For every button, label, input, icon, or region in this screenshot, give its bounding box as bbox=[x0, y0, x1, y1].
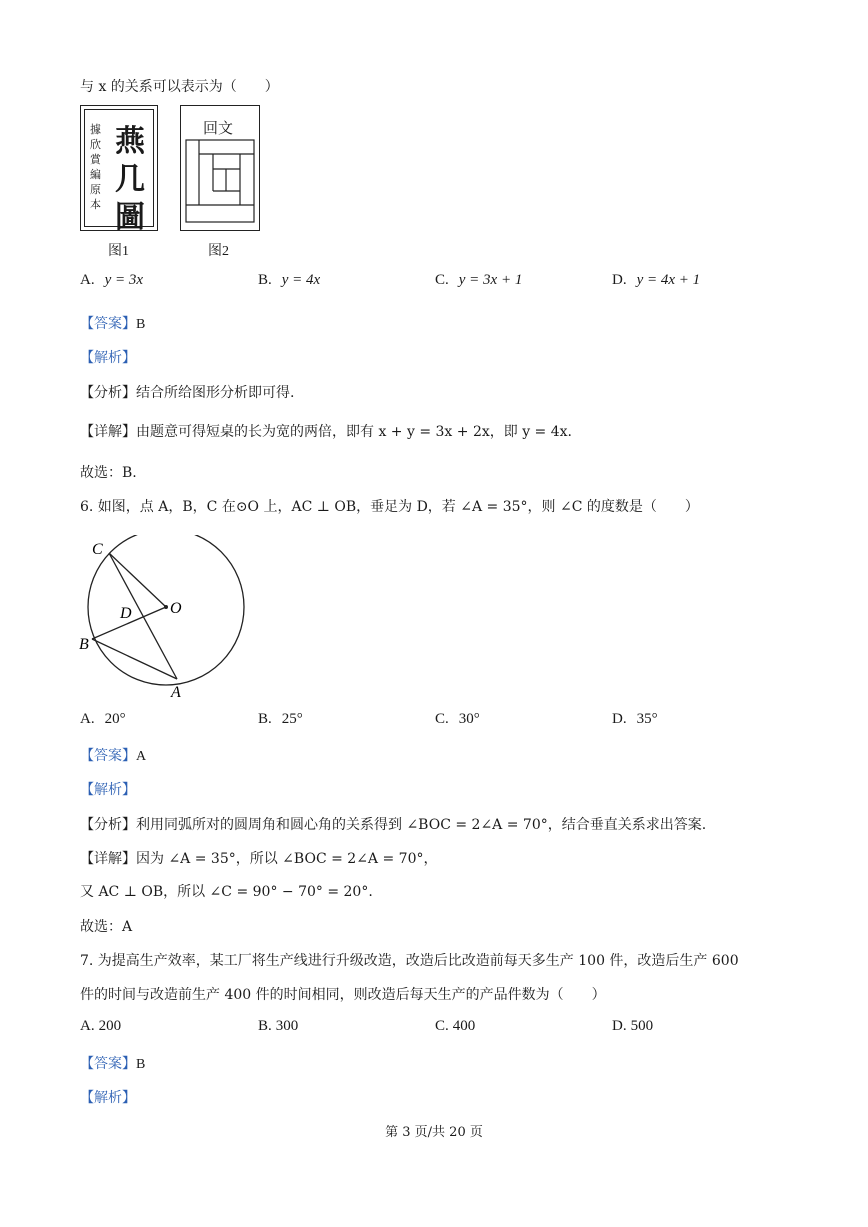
q7-options bbox=[80, 1018, 800, 1040]
q5-analysis-tag: 【解析】 bbox=[80, 350, 136, 366]
q6-analysis-tag: 【解析】 bbox=[80, 782, 136, 798]
figure-2-title: 回文 bbox=[203, 119, 234, 137]
option-label: D. bbox=[612, 272, 627, 288]
option-label: D. bbox=[612, 1018, 627, 1034]
label-c: C bbox=[92, 541, 103, 558]
q6-answer-line bbox=[80, 745, 146, 765]
option-text: y = 3x + 1 bbox=[458, 272, 523, 288]
q5-xiangjie-line bbox=[80, 421, 572, 441]
q6-stem: 6. 如图，点 A，B，C 在⊙O 上，AC ⊥ OB，垂足为 D，若 ∠A = 35°，则 ∠C 的度数是（ ） bbox=[80, 499, 699, 515]
q6-fenxi-line bbox=[80, 814, 706, 834]
q5-fenxi-line bbox=[80, 382, 294, 402]
q7-stem-line-2: 件的时间与改造前生产 400 件的时间相同，则改造后每天生产的产品件数为（ ） bbox=[80, 987, 606, 1003]
option-text: 500 bbox=[630, 1018, 654, 1034]
q6-option-b[interactable] bbox=[258, 711, 303, 728]
option-text: 25° bbox=[281, 711, 303, 727]
figure-1-title-char-3: 圖 bbox=[115, 200, 145, 235]
xiangjie-text: 因为 ∠A = 35°，所以 ∠BOC = 2∠A = 70°， bbox=[136, 851, 438, 867]
q6-option-c[interactable] bbox=[435, 711, 480, 728]
label-o: O bbox=[170, 600, 182, 617]
q6-xiangjie-line-2: 又 AC ⊥ OB，所以 ∠C = 90° − 70° = 20°. bbox=[80, 884, 373, 900]
fenxi-text: 利用同弧所对的圆周角和圆心角的关系得到 ∠BOC = 2∠A = 70°，结合垂直关系求出答案. bbox=[136, 817, 707, 833]
q6-xiangjie-line bbox=[80, 848, 437, 868]
q7-stem-line-1: 7. 为提高生产效率，某工厂将生产线进行升级改造，改造后比改造前每天多生产 100 件，改造后生产 600 bbox=[80, 953, 739, 969]
fenxi-text: 结合所给图形分析即可得. bbox=[136, 385, 295, 401]
answer-tag: 【答案】 bbox=[80, 1056, 136, 1072]
label-b: B bbox=[79, 636, 89, 653]
figure-2-caption: 图2 bbox=[208, 244, 229, 259]
q5-stem-tail: 与 x 的关系可以表示为（ ） bbox=[80, 79, 279, 95]
center-point-o bbox=[164, 605, 168, 609]
figure-2-huiwen-diagram bbox=[185, 139, 255, 224]
option-label: C. bbox=[435, 711, 449, 727]
figure-2-book-cover bbox=[180, 105, 260, 231]
answer-value: A bbox=[136, 749, 147, 764]
segment-ba bbox=[92, 639, 177, 679]
option-label: D. bbox=[612, 711, 627, 727]
q7-option-a[interactable] bbox=[80, 1018, 121, 1035]
q5-option-c[interactable] bbox=[435, 272, 522, 289]
figure-1-title-char-1: 燕 bbox=[115, 124, 145, 159]
answer-tag: 【答案】 bbox=[80, 748, 136, 764]
option-label: C. bbox=[435, 1018, 449, 1034]
fenxi-tag: 【分析】 bbox=[80, 385, 136, 401]
q5-answer-line bbox=[80, 313, 145, 333]
q5-option-a[interactable] bbox=[80, 272, 143, 289]
q7-option-d[interactable] bbox=[612, 1018, 653, 1035]
option-text: y = 3x bbox=[104, 272, 144, 288]
q5-choose: 故选：B. bbox=[80, 465, 137, 481]
option-text: 30° bbox=[458, 711, 480, 727]
xiangjie-tag: 【详解】 bbox=[80, 424, 136, 440]
option-text: 20° bbox=[104, 711, 126, 727]
option-label: B. bbox=[258, 272, 272, 288]
option-label: B. bbox=[258, 1018, 272, 1034]
figure-1-side-text: 據欣賞編原本 bbox=[90, 123, 101, 211]
figure-1-title-char-2: 几 bbox=[115, 162, 145, 197]
q5-option-b[interactable] bbox=[258, 272, 320, 289]
q7-answer-line bbox=[80, 1053, 145, 1073]
xiangjie-text: 由题意可得短桌的长为宽的两倍，即有 x + y = 3x + 2x，即 y = 4x. bbox=[136, 424, 572, 440]
option-text: 300 bbox=[275, 1018, 299, 1034]
option-label: A. bbox=[80, 1018, 95, 1034]
q6-choose: 故选：A bbox=[80, 919, 133, 935]
option-label: C. bbox=[435, 272, 449, 288]
option-label: B. bbox=[258, 711, 272, 727]
q7-option-c[interactable] bbox=[435, 1018, 475, 1035]
option-text: 400 bbox=[452, 1018, 476, 1034]
option-text: 35° bbox=[636, 711, 658, 727]
q7-option-b[interactable] bbox=[258, 1018, 298, 1035]
option-label: A. bbox=[80, 711, 95, 727]
answer-tag: 【答案】 bbox=[80, 316, 136, 332]
label-a: A bbox=[171, 684, 181, 701]
option-label: A. bbox=[80, 272, 95, 288]
fenxi-tag: 【分析】 bbox=[80, 817, 136, 833]
q6-circle-figure bbox=[74, 535, 254, 705]
figure-1-caption: 图1 bbox=[108, 244, 129, 259]
figure-1-book-cover bbox=[80, 105, 158, 235]
option-text: y = 4x bbox=[281, 272, 321, 288]
q6-option-a[interactable] bbox=[80, 711, 126, 728]
q6-options bbox=[80, 711, 800, 733]
answer-value: B bbox=[136, 317, 146, 332]
answer-value: B bbox=[136, 1057, 146, 1072]
label-d: D bbox=[120, 605, 132, 622]
option-text: y = 4x + 1 bbox=[636, 272, 701, 288]
xiangjie-tag: 【详解】 bbox=[80, 851, 136, 867]
q7-analysis-tag: 【解析】 bbox=[80, 1090, 136, 1106]
q5-option-d[interactable] bbox=[612, 272, 700, 289]
page-footer: 第 3 页/共 20 页 bbox=[385, 1125, 483, 1140]
q6-option-d[interactable] bbox=[612, 711, 658, 728]
q5-options bbox=[80, 272, 800, 294]
option-text: 200 bbox=[98, 1018, 122, 1034]
segment-cb bbox=[109, 553, 166, 607]
